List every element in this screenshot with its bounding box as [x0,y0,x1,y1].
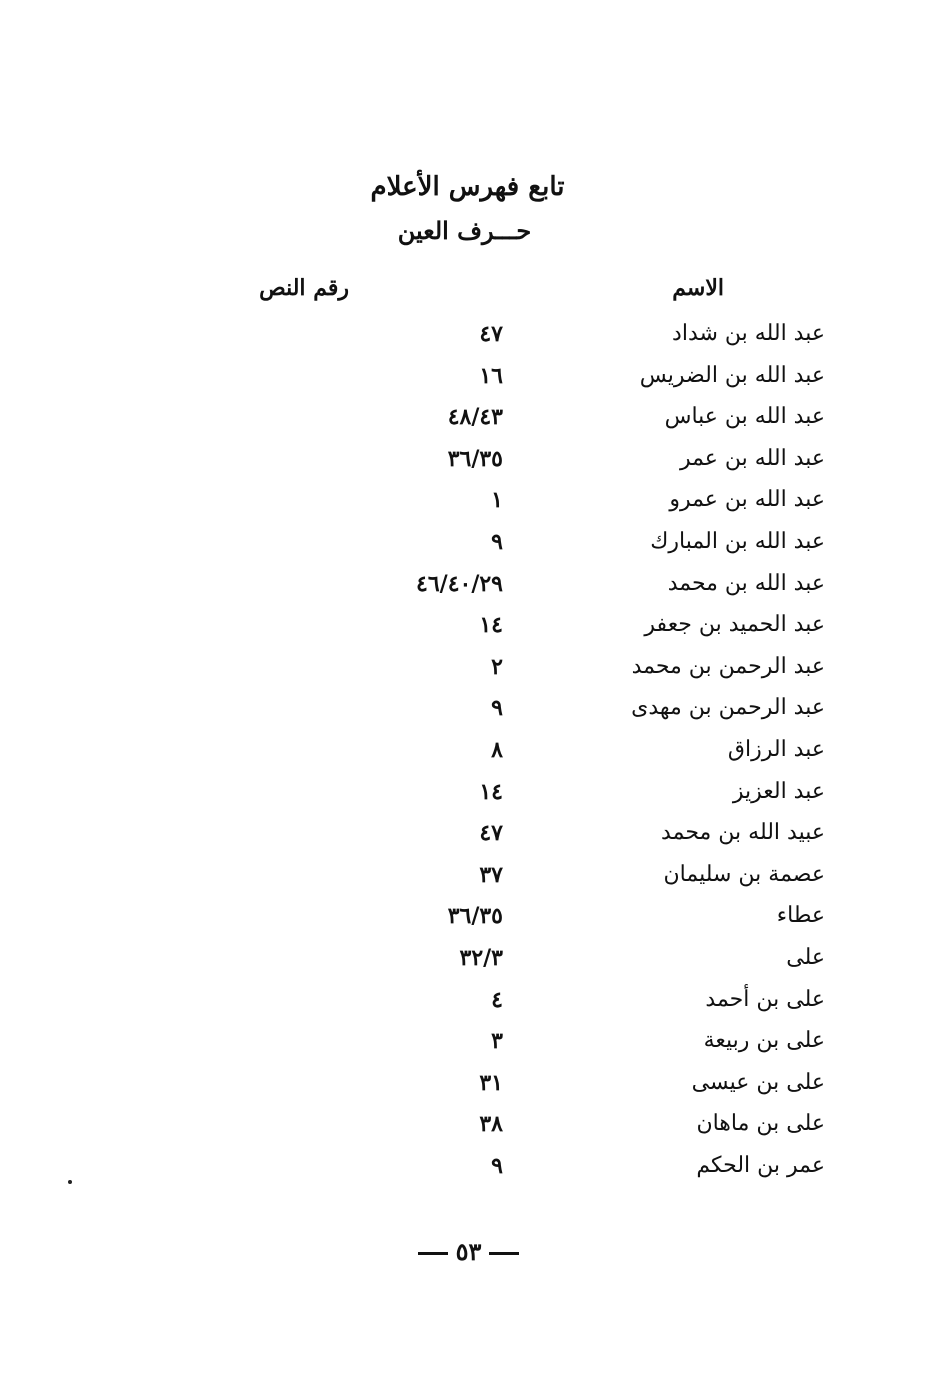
index-row [0,605,937,647]
entry-ref: ٣ [491,1028,503,1055]
entry-name: على بن ماهان [696,1111,825,1137]
entry-ref: ٤٧ [479,321,503,347]
entry-name: عبد الله بن المبارك [650,528,825,554]
entry-ref: ٤٧ [479,820,503,847]
entry-name: عبد الله بن الضريس [639,362,825,388]
index-row [0,1104,937,1146]
entry-ref: ٩ [491,1152,503,1179]
entry-ref: ١٤ [479,612,503,639]
entry-name: عبد الله بن شداد [672,321,825,346]
entry-ref: ١ [491,487,503,514]
index-table [0,314,937,1187]
entry-ref: ٣٧ [479,861,503,888]
index-row [0,730,937,772]
index-row [0,772,937,814]
entry-name: عبد الحميد بن جعفر [644,612,825,638]
entry-name: على [786,944,825,970]
entry-ref: ١٤ [479,778,503,805]
index-row [0,522,937,564]
entry-name: عبد الله بن محمد [667,570,825,596]
page-footer [0,1232,937,1272]
index-row [0,855,937,897]
entry-name: عبد الرزاق [727,736,825,762]
entry-ref: ٣٦/٣٥ [447,903,503,930]
entry-ref: ٢ [491,653,503,680]
entry-ref: ٩ [491,695,503,722]
index-row [0,647,937,689]
entry-name: عبد الرحمن بن مهدى [631,695,825,721]
footer-dash-right [489,1252,519,1255]
index-row [0,439,937,481]
index-row [0,1021,937,1063]
index-row [0,356,937,398]
entry-ref: ٣٢/٣ [459,944,503,971]
index-row [0,1146,937,1188]
index-row [0,314,937,356]
index-row [0,397,937,439]
entry-name: عبد الله بن عمر [679,445,825,471]
entry-ref: ٤٦/٤٠/٢٩ [416,570,503,597]
scan-speck [68,1180,72,1184]
entry-name: عبيد الله بن محمد [661,820,825,846]
entry-ref: ٤٨/٤٣ [447,404,503,431]
entry-name: عصمة بن سليمان [663,861,825,887]
name-column-header: الاسم [672,275,724,301]
index-row [0,980,937,1022]
index-row [0,1063,937,1105]
entry-ref: ٤ [491,986,503,1013]
index-row [0,938,937,980]
entry-name: على بن عيسى [691,1069,825,1095]
entry-ref: ٨ [491,736,503,763]
entry-name: عبد الله بن عباس [664,404,825,430]
entry-name: على بن أحمد [705,986,825,1012]
footer-dash-left [418,1252,448,1255]
entry-ref: ١٦ [479,362,503,389]
page-title: تابع فهرس الأعلام [370,172,565,202]
ref-column-header: رقم النص [259,275,349,301]
entry-ref: ٩ [491,528,503,555]
entry-name: عمر بن الحكم [696,1152,825,1178]
section-subtitle: حـــرف العين [397,216,532,245]
index-row [0,480,937,522]
index-row [0,688,937,730]
entry-name: عطاء [776,903,825,929]
entry-name: عبد العزيز [732,778,825,804]
entry-ref: ٣١ [479,1069,503,1096]
index-row [0,564,937,606]
index-row [0,896,937,938]
entry-ref: ٣٨ [479,1111,503,1138]
entry-name: على بن ربيعة [703,1028,825,1054]
entry-ref: ٣٦/٣٥ [447,445,503,472]
entry-name: عبد الله بن عمرو [669,487,825,513]
entry-name: عبد الرحمن بن محمد [631,653,825,679]
index-row [0,813,937,855]
page-number: ٥٣ [455,1237,482,1266]
